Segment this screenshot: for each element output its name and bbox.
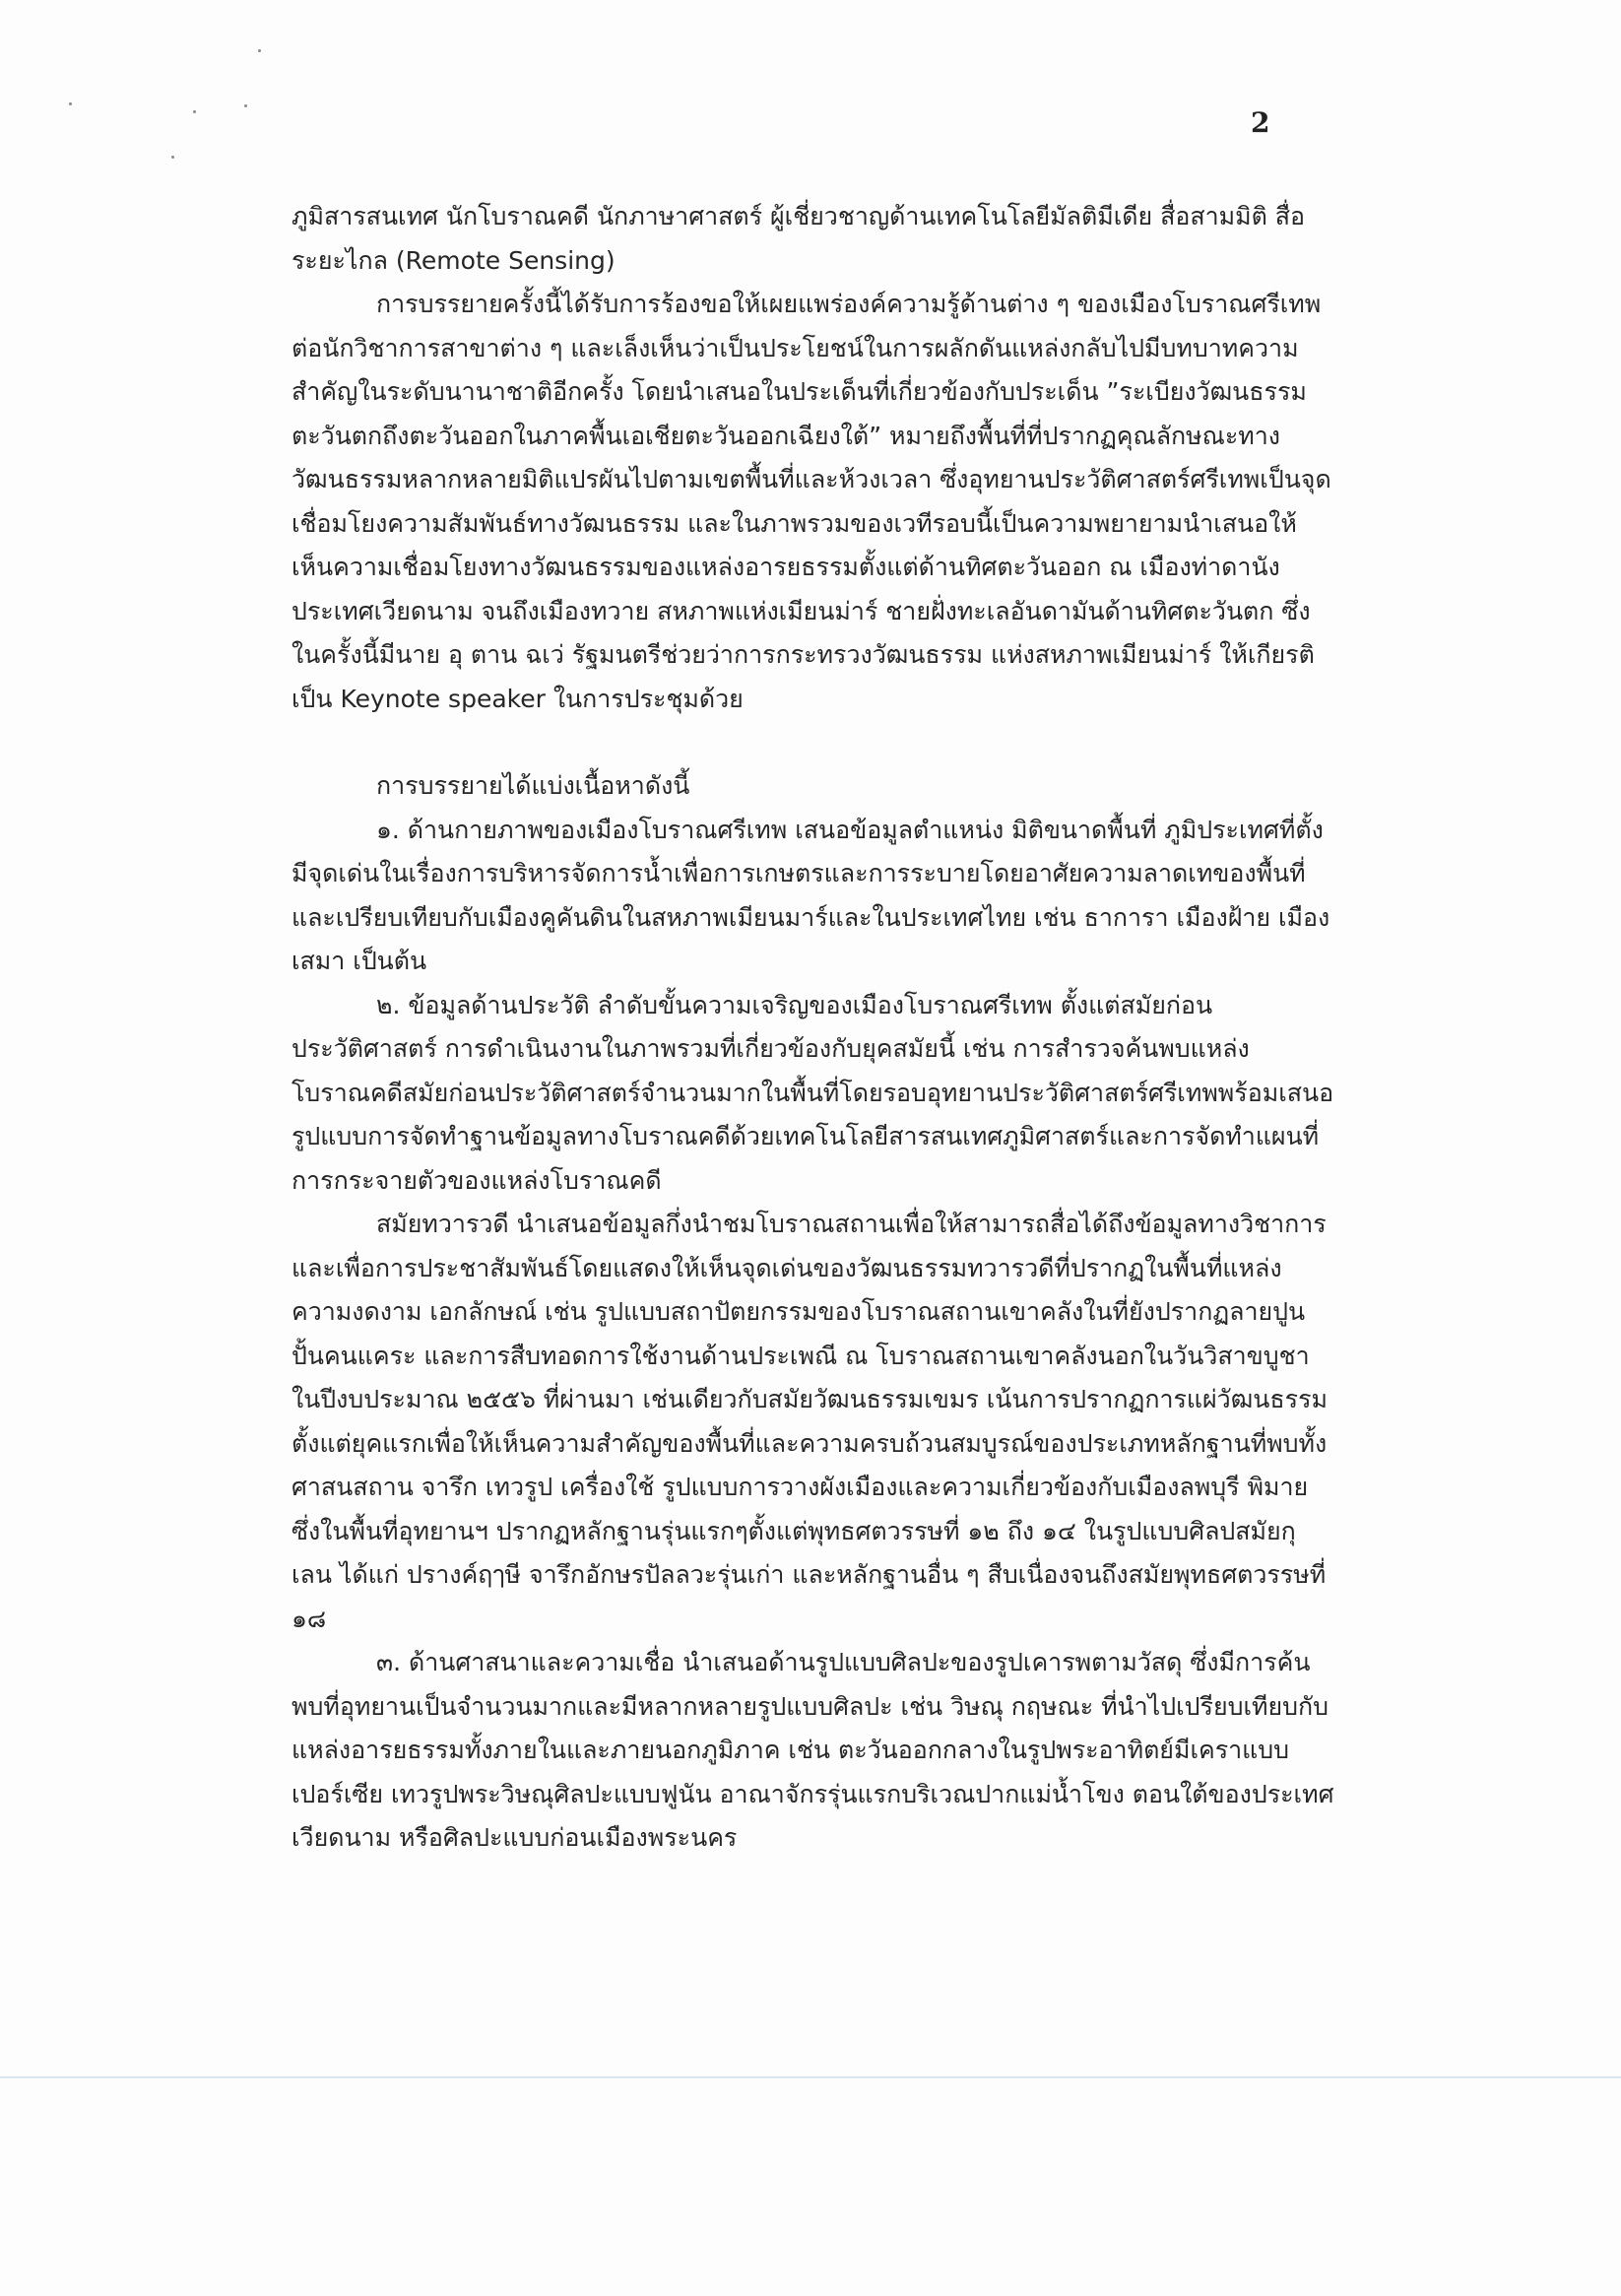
paragraph-spacer xyxy=(292,721,1335,764)
paragraph-item-3-religion: ๓. ด้านศาสนาและความเชื่อ นำเสนอด้านรูปแบบศิลปะของรูปเคารพตามวัสดุ ซึ่งมีการค้นพบที่อุทยานเป็นจำนวนมากและมีหลากหลายรูปแบบศิลปะ เช่น วิษณุ กฤษณะ ที่นำไปเปรียบเทียบกับแหล่งอารยธรรมทั้งภายในและภายนอกภูมิภาค เช่น ตะวันออกกลางในรูปพระอาทิตย์มีเคราแบบเปอร์เซีย เทวรูปพระวิษณุศิลปะแบบฟูนัน อาณาจักรรุ่นแรกบริเวณปากแม่น้ำโขง ตอนใต้ของประเทศเวียดนาม หรือศิลปะแบบก่อนเมืองพระนคร xyxy=(292,1648,1334,1852)
scan-edge-line xyxy=(0,2076,1621,2078)
paragraph-item-1-physical: ๑. ด้านกายภาพของเมืองโบราณศรีเทพ เสนอข้อมูลตำแหน่ง มิติขนาดพื้นที่ ภูมิประเทศที่ตั้ง มีจุดเด่นในเรื่องการบริหารจัดการน้ำเพื่อการเกษตรและการระบายโดยอาศัยความลาดเทของพื้นที่ และเปรียบเทียบกับเมืองคูคันดินในสหภาพเมียนมาร์และในประเทศไทย เช่น ธาการา เมืองฝ้าย เมืองเสมา เป็นต้น xyxy=(292,815,1330,975)
paragraph-intro-continuation: ภูมิสารสนเทศ นักโบราณคดี นักภาษาศาสตร์ ผู้เชี่ยวชาญด้านเทคโนโลยีมัลติมีเดีย สื่อสามมิติ สื่อระยะไกล (Remote Sensing) xyxy=(292,202,1306,275)
paragraph-item-2-history: ๒. ข้อมูลด้านประวัติ ลำดับขั้นความเจริญของเมืองโบราณศรีเทพ ตั้งแต่สมัยก่อนประวัติศาสตร์ การดำเนินงานในภาพรวมที่เกี่ยวข้องกับยุคสมัยนี้ เช่น การสำรวจค้นพบแหล่งโบราณคดีสมัยก่อนประวัติศาสตร์จำนวนมากในพื้นที่โดยรอบอุทยานประวัติศาสตร์ศรีเทพพร้อมเสนอรูปแบบการจัดทำฐานข้อมูลทางโบราณคดีด้วยเทคโนโลยีสารสนเทศภูมิศาสตร์และการจัดทำแผนที่การกระจายตัวของแหล่งโบราณคดี xyxy=(292,990,1334,1195)
scan-speck xyxy=(258,49,261,52)
paragraph-lecture-overview: การบรรยายครั้งนี้ได้รับการร้องขอให้เผยแพร่องค์ความรู้ด้านต่าง ๆ ของเมืองโบราณศรีเทพต่อนักวิชาการสาขาต่าง ๆ และเล็งเห็นว่าเป็นประโยชน์ในการผลักดันแหล่งกลับไปมีบทบาทความสำคัญในระดับนานาชาติอีกครั้ง โดยนำเสนอในประเด็นที่เกี่ยวข้องกับประเด็น ”ระเบียงวัฒนธรรมตะวันตกถึงตะวันออกในภาคพื้นเอเชียตะวันออกเฉียงใต้” หมายถึงพื้นที่ที่ปรากฏคุณลักษณะทางวัฒนธรรมหลากหลายมิติแปรผันไปตามเขตพื้นที่และห้วงเวลา ซึ่งอุทยานประวัติศาสตร์ศรีเทพเป็นจุดเชื่อมโยงความสัมพันธ์ทางวัฒนธรรม และในภาพรวมของเวทีรอบนี้เป็นความพยายามนำเสนอให้เห็นความเชื่อมโยงทางวัฒนธรรมของแหล่งอารยธรรมตั้งแต่ด้านทิศตะวันออก ณ เมืองท่าดานัง ประเทศเวียดนาม จนถึงเมืองทวาย สหภาพแห่งเมียนม่าร์ ชายฝั่งทะเลอันดามันด้านทิศตะวันตก ซึ่งในครั้งนี้มีนาย อุ ตาน ฉเว่ รัฐมนตรีช่วยว่าการกระทรวงวัฒนธรรม แห่งสหภาพเมียนม่าร์ ให้เกียรติเป็น Keynote speaker ในการประชุมด้วย xyxy=(292,290,1331,713)
paragraph-content-heading: การบรรยายได้แบ่งเนื้อหาดังนี้ xyxy=(376,771,690,800)
scan-speck xyxy=(193,110,196,113)
page-number: 2 xyxy=(1251,106,1270,139)
body-text xyxy=(292,195,1335,1861)
paragraph-dvaravati-khmer: สมัยทวารวดี นำเสนอข้อมูลกึ่งนำชมโบราณสถานเพื่อให้สามารถสื่อได้ถึงข้อมูลทางวิชาการและเพื่อการประชาสัมพันธ์โดยแสดงให้เห็นจุดเด่นของวัฒนธรรมทวารวดีที่ปรากฏในพื้นที่แหล่งความงดงาม เอกลักษณ์ เช่น รูปแบบสถาปัตยกรรมของโบราณสถานเขาคลังในที่ยังปรากฏลายปูนปั้นคนแคระ และการสืบทอดการใช้งานด้านประเพณี ณ โบราณสถานเขาคลังนอกในวันวิสาขบูชาในปีงบประมาณ ๒๕๕๖ ที่ผ่านมา เช่นเดียวกับสมัยวัฒนธรรมเขมร เน้นการปรากฏการแผ่วัฒนธรรมตั้งแต่ยุคแรกเพื่อให้เห็นความสำคัญของพื้นที่และความครบถ้วนสมบูรณ์ของประเภทหลักฐานที่พบทั้งศาสนสถาน จารึก เทวรูป เครื่องใช้ รูปแบบการวางผังเมืองและความเกี่ยวข้องกับเมืองลพบุรี พิมายซึ่งในพื้นที่อุทยานฯ ปรากฏหลักฐานรุ่นแรกๆตั้งแต่พุทธศตวรรษที่ ๑๒ ถึง ๑๔ ในรูปแบบศิลปสมัยกุเลน ได้แก่ ปรางค์ฤๅษี จารึกอักษรปัลลวะรุ่นเก่า และหลักฐานอื่น ๆ สืบเนื่องจนถึงสมัยพุทธศตวรรษที่ ๑๘ xyxy=(292,1210,1328,1633)
scan-speck xyxy=(69,102,72,105)
scan-speck xyxy=(244,104,247,107)
scan-speck xyxy=(171,156,174,159)
